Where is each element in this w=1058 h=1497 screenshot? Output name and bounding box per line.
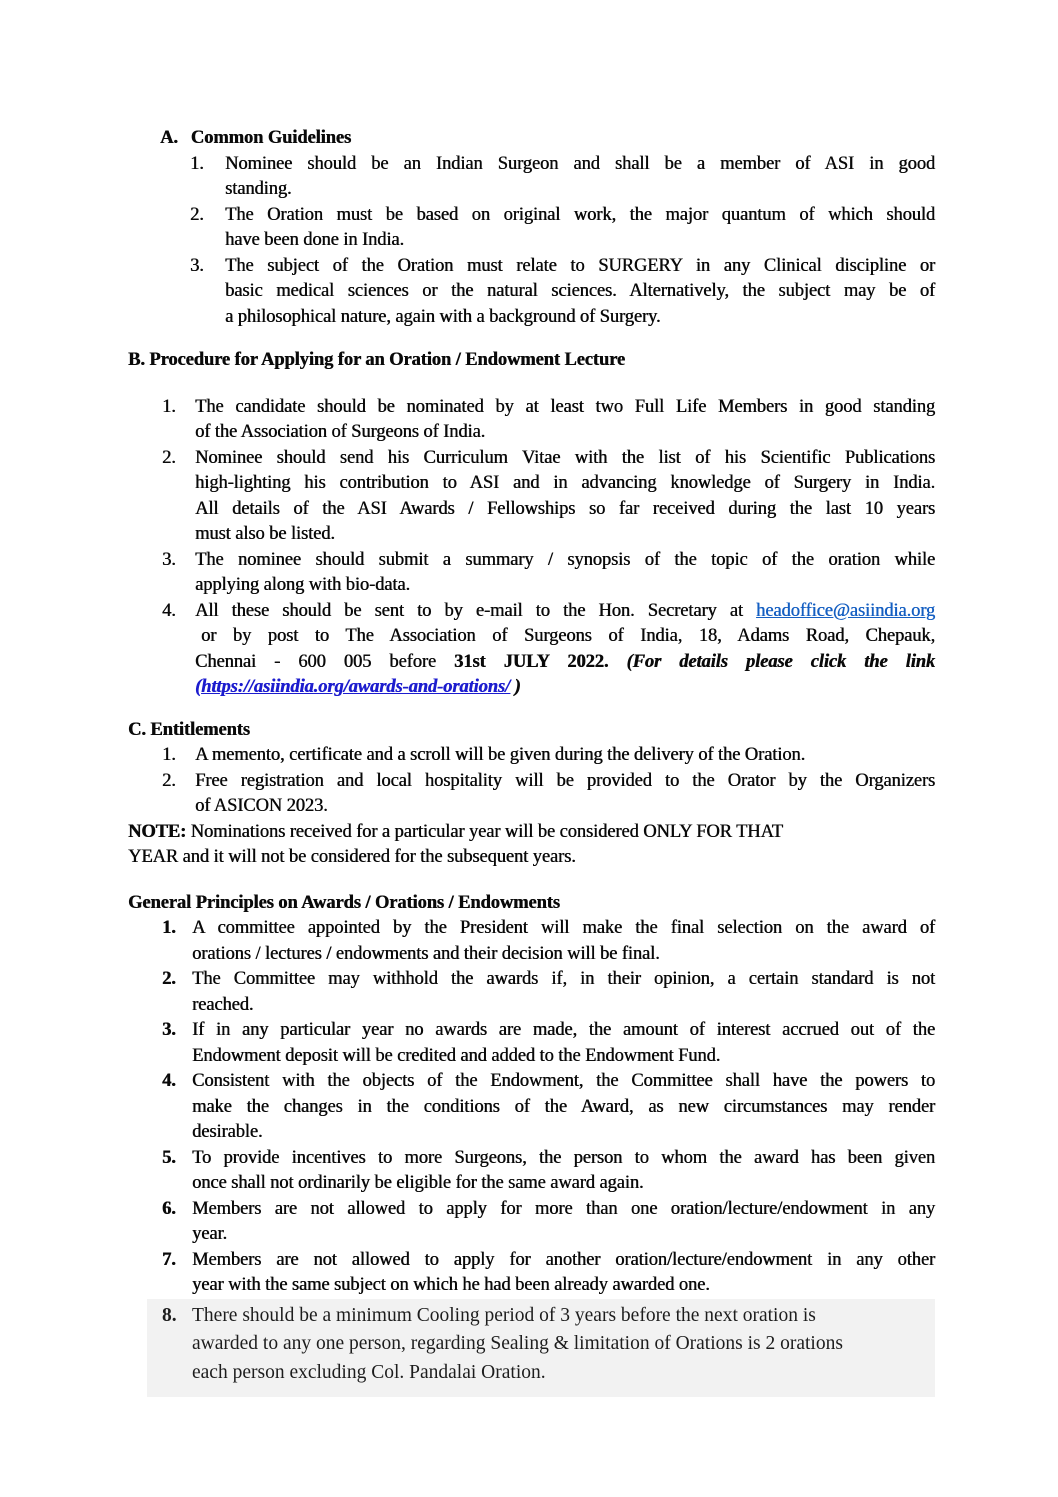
- text-run: Nominee should be an Indian Surgeon and shall be a member of ASI in good: [225, 153, 935, 174]
- text-run: must also be listed.: [195, 524, 335, 544]
- text-line: [225, 305, 935, 331]
- list-item-number: 3.: [162, 1020, 176, 1040]
- text-run: The Committee may withhold the awards if, in their opinion, a certain standard is not: [192, 969, 935, 989]
- text-line: [195, 675, 935, 701]
- text-run: basic medical sciences or the natural sciences. Alternatively, the subject may be of: [225, 281, 935, 301]
- orations-url-link[interactable]: https://asiindia.org/awards-and-orations/: [201, 677, 510, 697]
- text-run: orations / lectures / endowments and their decision will be final.: [192, 943, 660, 964]
- list-item-7: [128, 1248, 935, 1299]
- text-line: [192, 1302, 935, 1331]
- text-line: [192, 993, 935, 1019]
- list-item-number: 2.: [162, 447, 176, 468]
- text-run: each person excluding Col. Pandalai Oration.: [192, 1361, 546, 1383]
- list-item-body: [225, 203, 935, 254]
- text-line: [195, 599, 935, 625]
- list-item-body: [192, 1146, 935, 1197]
- text-run: Free registration and local hospitality will be provided to the Orator by the Organizers: [195, 770, 935, 791]
- text-run: Members are not allowed to apply for another oration/lecture/endowment in any other: [192, 1249, 935, 1270]
- list-item-body: [195, 446, 935, 548]
- list-item-body: [192, 1069, 935, 1146]
- list-item-number: 1.: [190, 153, 204, 174]
- text-run: reached.: [192, 994, 254, 1015]
- list-item-body: [192, 967, 935, 1018]
- text-run: have been done in India.: [225, 230, 404, 250]
- text-line: [192, 1018, 935, 1044]
- text-line: [195, 650, 935, 676]
- text-line: [195, 743, 935, 769]
- text-line: [195, 471, 935, 497]
- document-content: [128, 126, 935, 1397]
- text-line: [195, 420, 935, 446]
- text-run: Endowment deposit will be credited and added to the Endowment Fund.: [192, 1045, 721, 1066]
- text-line: [192, 1095, 935, 1121]
- text-run: a philosophical nature, again with a background of Surgery.: [225, 306, 661, 327]
- list-item-body: [192, 1248, 935, 1299]
- text-line: [192, 1069, 935, 1095]
- text-line: [128, 845, 935, 871]
- text-run: or by post to The Association of Surgeons of India, 18, Adams Road, Chepauk,: [201, 626, 935, 646]
- text-line: [225, 203, 935, 229]
- text-line: [128, 820, 935, 846]
- text-run: The Oration must be based on original work, the major quantum of which should: [225, 204, 935, 225]
- text-line: [192, 967, 935, 993]
- text-run: year.: [192, 1224, 227, 1244]
- text-line: [195, 497, 935, 523]
- list-item-1: [128, 395, 935, 446]
- text-line: [195, 446, 935, 472]
- text-run: The nominee should submit a summary / synopsis of the topic of the oration while: [195, 549, 935, 570]
- text-run: once shall not ordinarily be eligible for the same award again.: [192, 1173, 644, 1193]
- text-run: NOTE:: [128, 821, 187, 842]
- text-run: There should be a minimum Cooling period of 3 years before the next oration is: [192, 1304, 816, 1326]
- text-run: year with the same subject on which he had been already awarded one.: [192, 1275, 710, 1295]
- text-run: A.: [160, 128, 178, 148]
- list-item-number: 1.: [162, 745, 176, 765]
- list-item-2: [128, 769, 935, 820]
- text-run: To provide incentives to more Surgeons, the person to whom the award has been given: [192, 1147, 935, 1168]
- list-item-2: [128, 446, 935, 548]
- list-item-1: [128, 916, 935, 967]
- list-item-body: [195, 743, 935, 769]
- text-line: [225, 177, 935, 203]
- section-c-heading: [128, 718, 935, 744]
- list-item-number: 1.: [162, 918, 176, 938]
- text-run: Nominations received for a particular year will be considered ONLY FOR THAT: [186, 821, 783, 842]
- list-item-number: 8.: [162, 1304, 177, 1326]
- list-item-number: 2.: [190, 204, 204, 225]
- text-line: [192, 1222, 935, 1248]
- text-run: A committee appointed by the President will make the final selection on the award of: [192, 918, 935, 938]
- text-run: desirable.: [192, 1122, 263, 1142]
- list-item-3: [128, 254, 935, 331]
- list-item-body: [195, 548, 935, 599]
- list-item-5: [128, 1146, 935, 1197]
- list-item-body: [192, 1197, 935, 1248]
- text-run: Consistent with the objects of the Endowment, the Committee shall have the powers to: [192, 1071, 935, 1091]
- list-item-number: 1.: [162, 396, 176, 417]
- list-item-number: 2.: [162, 770, 176, 791]
- general-principles-heading: [128, 891, 935, 917]
- list-item-3: [128, 548, 935, 599]
- section-b-list: [128, 395, 935, 701]
- list-item-number: 6.: [162, 1198, 176, 1219]
- section-c-list: [128, 743, 935, 820]
- text-line: [225, 279, 935, 305]
- email-link[interactable]: headoffice@asiindia.org: [756, 600, 935, 621]
- text-line: [192, 1120, 935, 1146]
- text-run: make the changes in the conditions of the Award, as new circumstances may render: [192, 1096, 935, 1117]
- text-run: All details of the ASI Awards / Fellowships so far received during the last 10 years: [195, 498, 935, 519]
- list-item-number: 4.: [162, 600, 176, 621]
- text-line: [192, 1171, 935, 1197]
- text-run: awarded to any one person, regarding Sealing & limitation of Orations is 2 orations: [192, 1333, 843, 1354]
- text-run: (For details please click the link: [626, 651, 936, 672]
- text-line: [225, 228, 935, 254]
- text-line: [192, 1197, 935, 1223]
- list-item-number: 2.: [162, 969, 176, 989]
- text-run: Common Guidelines: [190, 128, 351, 148]
- text-line: [192, 1044, 935, 1070]
- text-run: [608, 652, 626, 672]
- section-a-list: [128, 152, 935, 331]
- text-run: C. Entitlements: [128, 719, 250, 740]
- list-item-body: [192, 916, 935, 967]
- text-line: [192, 1248, 935, 1274]
- list-item-number: 3.: [190, 255, 204, 276]
- list-item-3: [128, 1018, 935, 1069]
- text-line: [195, 794, 935, 820]
- text-run: The subject of the Oration must relate to SURGERY in any Clinical discipline or: [225, 255, 935, 276]
- text-run: ): [510, 677, 521, 697]
- text-line: [192, 916, 935, 942]
- list-item-body: [225, 254, 935, 331]
- list-item-number: 5.: [162, 1147, 176, 1168]
- text-line: [195, 624, 935, 650]
- list-item-body: [195, 395, 935, 446]
- list-item-4: [128, 599, 935, 701]
- list-item-body: [195, 769, 935, 820]
- list-item-8: [147, 1299, 935, 1398]
- text-run: of the Association of Surgeons of India.: [195, 422, 486, 442]
- note-paragraph: [128, 820, 935, 871]
- list-item-2: [128, 203, 935, 254]
- list-item-6: [128, 1197, 935, 1248]
- text-run: applying along with bio-data.: [195, 575, 410, 595]
- text-line: [225, 254, 935, 280]
- text-line: [195, 769, 935, 795]
- list-item-1: [128, 152, 935, 203]
- list-item-1: [128, 743, 935, 769]
- text-run: Chennai - 600 005 before: [195, 651, 455, 672]
- text-run: If in any particular year no awards are made, the amount of interest accrued out of the: [192, 1020, 935, 1040]
- text-run: (: [195, 677, 202, 697]
- text-run: All these should be sent to by e-mail to the Hon. Secretary at: [195, 600, 757, 621]
- text-run: high-lighting his contribution to ASI and in advancing knowledge of Surgery in India.: [195, 473, 935, 493]
- text-line: [225, 152, 935, 178]
- text-line: [192, 1146, 935, 1172]
- list-item-2: [128, 967, 935, 1018]
- list-item-body: [192, 1302, 935, 1388]
- list-item-4: [128, 1069, 935, 1146]
- text-run: General Principles on Awards / Orations / Endowments: [128, 892, 560, 913]
- text-run: Members are not allowed to apply for more than one oration/lecture/endowment in any: [192, 1198, 935, 1219]
- list-item-number: 4.: [162, 1071, 176, 1091]
- list-item-number: 7.: [162, 1249, 176, 1270]
- list-item-number: 3.: [162, 549, 176, 570]
- list-item-body: [192, 1018, 935, 1069]
- text-run: A memento, certificate and a scroll will be given during the delivery of the Oration.: [195, 745, 806, 765]
- text-line: [192, 942, 935, 968]
- text-line: [192, 1330, 935, 1359]
- text-line: [192, 1273, 935, 1299]
- general-principles-list: [128, 916, 935, 1397]
- section-a-heading: [128, 126, 935, 152]
- text-run: YEAR and it will not be considered for the subsequent years.: [128, 847, 576, 867]
- text-line: [195, 573, 935, 599]
- text-run: The candidate should be nominated by at least two Full Life Members in good standing: [195, 396, 935, 417]
- text-line: [192, 1359, 935, 1388]
- text-run: 31st JULY 2022.: [454, 651, 609, 672]
- text-line: [195, 548, 935, 574]
- text-run: Nominee should send his Curriculum Vitae with the list of his Scientific Publications: [195, 447, 935, 468]
- text-line: [195, 395, 935, 421]
- text-run: B. Procedure for Applying for an Oration / Endowment Lecture: [128, 350, 625, 370]
- list-item-body: [225, 152, 935, 203]
- text-run: of ASICON 2023.: [195, 796, 328, 816]
- section-b-heading: [128, 348, 935, 374]
- text-run: standing.: [225, 179, 292, 199]
- list-item-body: [195, 599, 935, 701]
- text-line: [195, 522, 935, 548]
